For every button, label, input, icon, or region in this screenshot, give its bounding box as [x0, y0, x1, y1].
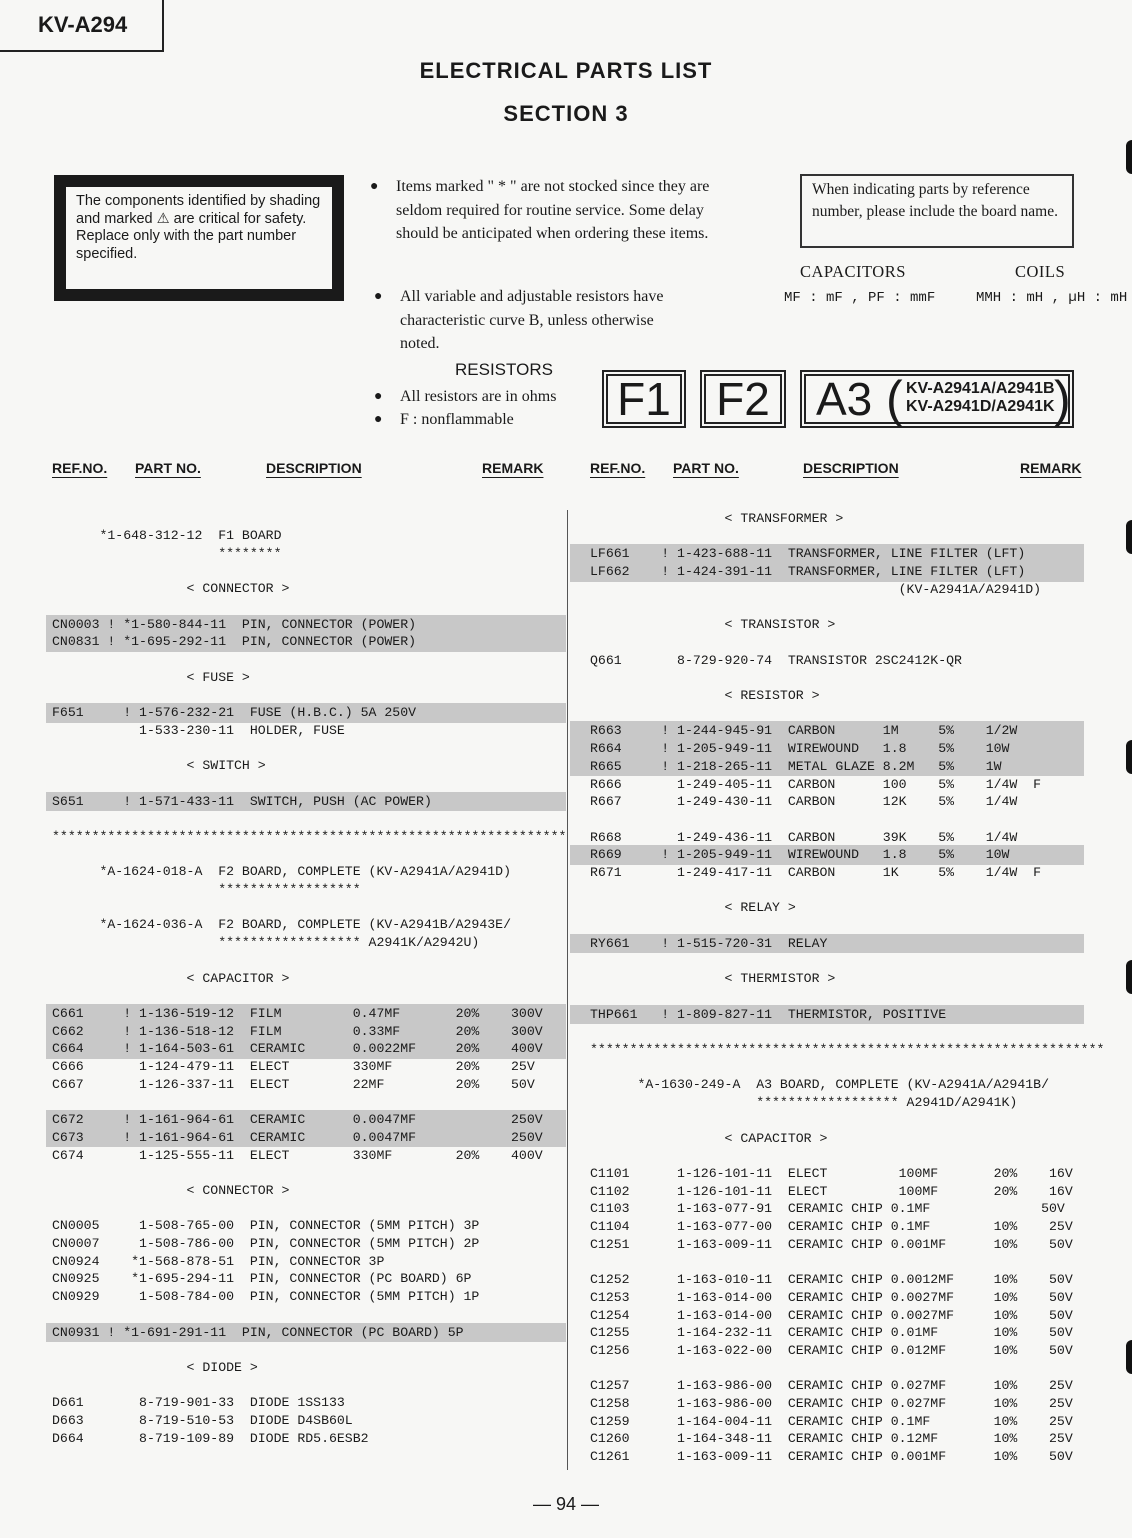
- part-row: R664 ! 1-205-949-11 WIREWOUND 1.8 5% 10W: [590, 741, 1010, 757]
- part-row: LF662 ! 1-424-391-11 TRANSFORMER, LINE FILTER (LFT): [590, 564, 1026, 580]
- part-row: D663 8-719-510-53 DIODE D4SB60L: [52, 1413, 353, 1428]
- board-f1-label: F1: [602, 370, 686, 428]
- board-f2-label: F2: [700, 370, 786, 428]
- part-row: CN0005 1-508-765-00 PIN, CONNECTOR (5MM PITCH) 3P: [52, 1218, 480, 1234]
- part-row: < FUSE >: [52, 669, 250, 685]
- part-row: < TRANSISTOR >: [590, 617, 836, 633]
- part-row: < CAPACITOR >: [590, 1130, 828, 1146]
- right-parts-list: [590, 510, 1105, 1470]
- left-desc-header: DESCRIPTION: [266, 460, 362, 476]
- part-row: D661 8-719-901-33 DIODE 1SS133: [52, 1395, 345, 1411]
- part-row: CN0929 1-508-784-00 PIN, CONNECTOR (5MM PITCH) 1P: [52, 1289, 480, 1305]
- reference-note-box: When indicating parts by reference number, please include the board name.: [800, 174, 1074, 248]
- part-row: R668 1-249-436-11 CARBON 39K 5% 1/4W: [590, 829, 1018, 845]
- bullet-icon: ●: [374, 289, 383, 304]
- part-row: R665 ! 1-218-265-11 METAL GLAZE 8.2M 5% 1W: [590, 758, 1002, 774]
- note-not-stocked-text: Items marked " * " are not stocked since they are seldom required for routine service. Some delay should be anticipated when ordering these items.: [396, 178, 710, 242]
- close-paren: ): [1054, 371, 1071, 427]
- note-variable-resistors: [374, 285, 680, 356]
- part-row: R671 1-249-417-11 CARBON 1K 5% 1/4W F: [590, 865, 1042, 880]
- binding-hole: [1126, 140, 1132, 174]
- part-row: C1258 1-163-986-00 CERAMIC CHIP 0.027MF 10% 25V: [590, 1396, 1073, 1411]
- part-row: < RESISTOR >: [590, 688, 820, 703]
- part-row: C661 ! 1-136-519-12 FILM 0.47MF 20% 300V: [52, 1005, 543, 1021]
- resistors-heading: RESISTORS: [455, 360, 553, 379]
- board-a3-label: [800, 370, 1074, 428]
- part-row: *1-648-312-12 F1 BOARD: [52, 528, 282, 543]
- part-row: CN0007 1-508-786-00 PIN, CONNECTOR (5MM PITCH) 2P: [52, 1236, 480, 1251]
- note-ohms-text: All resistors are in ohms: [400, 388, 557, 405]
- a3-models-line-2: KV-A2941D/A2941K: [906, 398, 1055, 415]
- part-row: R669 ! 1-205-949-11 WIREWOUND 1.8 5% 10W: [590, 847, 1010, 863]
- page-title: ELECTRICAL PARTS LIST: [419, 58, 713, 83]
- note-not-stocked: [370, 175, 716, 246]
- part-row: CN0003 ! *1-580-844-11 PIN, CONNECTOR (POWER): [52, 616, 417, 632]
- part-row: F651 ! 1-576-232-21 FUSE (H.B.C.) 5A 250V: [52, 705, 417, 720]
- part-row: C662 ! 1-136-518-12 FILM 0.33MF 20% 300V: [52, 1023, 543, 1039]
- part-row: < SWITCH >: [52, 758, 266, 774]
- part-row: CN0924 *1-568-878-51 PIN, CONNECTOR 3P: [52, 1253, 385, 1269]
- part-row: RY661 ! 1-515-720-31 RELAY: [590, 935, 828, 951]
- part-row: < THERMISTOR >: [590, 971, 836, 987]
- part-row: R666 1-249-405-11 CARBON 100 5% 1/4W F: [590, 776, 1042, 792]
- part-row: C673 ! 1-161-964-61 CERAMIC 0.0047MF 250V: [52, 1129, 543, 1145]
- part-row: *A-1624-036-A F2 BOARD, COMPLETE (KV-A2941B/A2943E/: [52, 917, 511, 933]
- note-nonflammable: [374, 408, 600, 432]
- part-row: < CONNECTOR >: [52, 581, 290, 597]
- left-remark-header: REMARK: [482, 460, 544, 476]
- right-part-header: PART NO.: [673, 460, 739, 476]
- part-row: C1257 1-163-986-00 CERAMIC CHIP 0.027MF 10% 25V: [590, 1378, 1073, 1394]
- part-row: *****************************************************************: [590, 1042, 1105, 1057]
- coils-units: MMH : mH , µH : mH: [976, 290, 1128, 306]
- part-row: C1104 1-163-077-00 CERAMIC CHIP 0.1MF 10% 25V: [590, 1219, 1073, 1234]
- part-row: *A-1630-249-A A3 BOARD, COMPLETE (KV-A2941A/A2941B/: [590, 1077, 1049, 1093]
- section-title: SECTION 3: [503, 101, 629, 126]
- part-row: C1251 1-163-009-11 CERAMIC CHIP 0.001MF 10% 50V: [590, 1236, 1073, 1252]
- part-row: C1101 1-126-101-11 ELECT 100MF 20% 16V: [590, 1165, 1073, 1181]
- part-row: THP661 ! 1-809-827-11 THERMISTOR, POSITIVE: [590, 1006, 947, 1022]
- bullet-icon: ●: [374, 412, 383, 427]
- binding-hole: [1126, 1340, 1132, 1374]
- left-ref-header: REF.NO.: [52, 460, 108, 476]
- part-row: < CAPACITOR >: [52, 970, 290, 986]
- part-row: 1-533-230-11 HOLDER, FUSE: [52, 722, 345, 738]
- part-row: C1256 1-163-022-00 CERAMIC CHIP 0.012MF 10% 50V: [590, 1342, 1073, 1358]
- bullet-icon: ●: [370, 179, 379, 194]
- part-row: CN0831 ! *1-695-292-11 PIN, CONNECTOR (POWER): [52, 634, 417, 650]
- note-nonflammable-text: F : nonflammable: [400, 411, 514, 428]
- part-row: C1260 1-164-348-11 CERAMIC CHIP 0.12MF 10% 25V: [590, 1431, 1073, 1447]
- part-row: ******************: [52, 882, 361, 897]
- part-row: C1261 1-163-009-11 CERAMIC CHIP 0.001MF 10% 50V: [590, 1449, 1073, 1465]
- part-row: C1103 1-163-077-91 CERAMIC CHIP 0.1MF 50V: [590, 1201, 1065, 1217]
- binding-hole: [1126, 740, 1132, 774]
- part-row: *****************************************************************: [52, 828, 567, 844]
- part-row: < TRANSFORMER >: [590, 511, 844, 526]
- left-part-header: PART NO.: [135, 460, 201, 476]
- part-row: R663 ! 1-244-945-91 CARBON 1M 5% 1/2W: [590, 723, 1018, 739]
- safety-notice: [54, 175, 344, 301]
- part-row: C1253 1-163-014-00 CERAMIC CHIP 0.0027MF 10% 50V: [590, 1289, 1073, 1305]
- part-row: C672 ! 1-161-964-61 CERAMIC 0.0047MF 250V: [52, 1112, 543, 1128]
- part-row: D664 8-719-109-89 DIODE RD5.6ESB2: [52, 1430, 369, 1446]
- board-a3-name: A3: [816, 373, 873, 425]
- capacitors-units: MF : mF , PF : mmF: [784, 290, 936, 306]
- capacitors-label: CAPACITORS: [800, 262, 906, 281]
- page-number: — 94 —: [532, 1494, 600, 1514]
- part-row: C664 ! 1-164-503-61 CERAMIC 0.0022MF 20% 400V: [52, 1041, 543, 1057]
- model-number-tab: KV-A294: [0, 0, 164, 52]
- part-row: C1252 1-163-010-11 CERAMIC CHIP 0.0012MF 10% 50V: [590, 1272, 1073, 1288]
- part-row: C1259 1-164-004-11 CERAMIC CHIP 0.1MF 10% 25V: [590, 1413, 1073, 1429]
- part-row: C667 1-126-337-11 ELECT 22MF 20% 50V: [52, 1076, 535, 1092]
- open-paren: (: [886, 371, 903, 427]
- part-row: LF661 ! 1-423-688-11 TRANSFORMER, LINE FILTER (LFT): [590, 546, 1026, 562]
- part-row: ****************** A2941D/A2941K): [590, 1095, 1018, 1111]
- part-row: C1254 1-163-014-00 CERAMIC CHIP 0.0027MF 10% 50V: [590, 1307, 1073, 1323]
- right-ref-header: REF.NO.: [590, 460, 646, 476]
- note-variable-resistors-text: All variable and adjustable resistors have characteristic curve B, unless otherwise noted.: [400, 288, 664, 352]
- part-row: < DIODE >: [52, 1359, 258, 1375]
- coils-label: COILS: [1015, 262, 1066, 281]
- part-row: C1102 1-126-101-11 ELECT 100MF 20% 16V: [590, 1183, 1073, 1199]
- safety-notice-text: The components identified by shading and marked ⚠ are critical for safety. Replace only with the part number specified.: [66, 187, 332, 289]
- part-row: R667 1-249-430-11 CARBON 12K 5% 1/4W: [590, 794, 1018, 810]
- part-row: ********: [52, 545, 282, 561]
- part-row: (KV-A2941A/A2941D): [590, 581, 1042, 597]
- part-row: < RELAY >: [590, 900, 796, 916]
- note-ohms: [374, 385, 600, 409]
- right-remark-header: REMARK: [1020, 460, 1082, 476]
- part-row: S651 ! 1-571-433-11 SWITCH, PUSH (AC POWER): [52, 793, 432, 809]
- part-row: Q661 8-729-920-74 TRANSISTOR 2SC2412K-QR: [590, 652, 962, 668]
- part-row: C666 1-124-479-11 ELECT 330MF 20% 25V: [52, 1059, 535, 1074]
- left-parts-list: [52, 527, 566, 1447]
- part-row: CN0925 *1-695-294-11 PIN, CONNECTOR (PC BOARD) 6P: [52, 1271, 472, 1287]
- right-desc-header: DESCRIPTION: [803, 460, 899, 476]
- part-row: ****************** A2941K/A2942U): [52, 935, 480, 951]
- part-row: *A-1624-018-A F2 BOARD, COMPLETE (KV-A2941A/A2941D): [52, 864, 511, 880]
- a3-models: [906, 380, 1055, 416]
- part-row: C674 1-125-555-11 ELECT 330MF 20% 400V: [52, 1147, 543, 1163]
- binding-hole: [1126, 960, 1132, 994]
- bullet-icon: ●: [374, 389, 383, 404]
- column-divider: [567, 510, 568, 1470]
- a3-models-line-1: KV-A2941A/A2941B: [906, 380, 1055, 397]
- binding-hole: [1126, 520, 1132, 554]
- part-row: C1255 1-164-232-11 CERAMIC CHIP 0.01MF 10% 50V: [590, 1325, 1073, 1341]
- part-row: CN0931 ! *1-691-291-11 PIN, CONNECTOR (PC BOARD) 5P: [52, 1324, 464, 1340]
- part-row: < CONNECTOR >: [52, 1182, 290, 1198]
